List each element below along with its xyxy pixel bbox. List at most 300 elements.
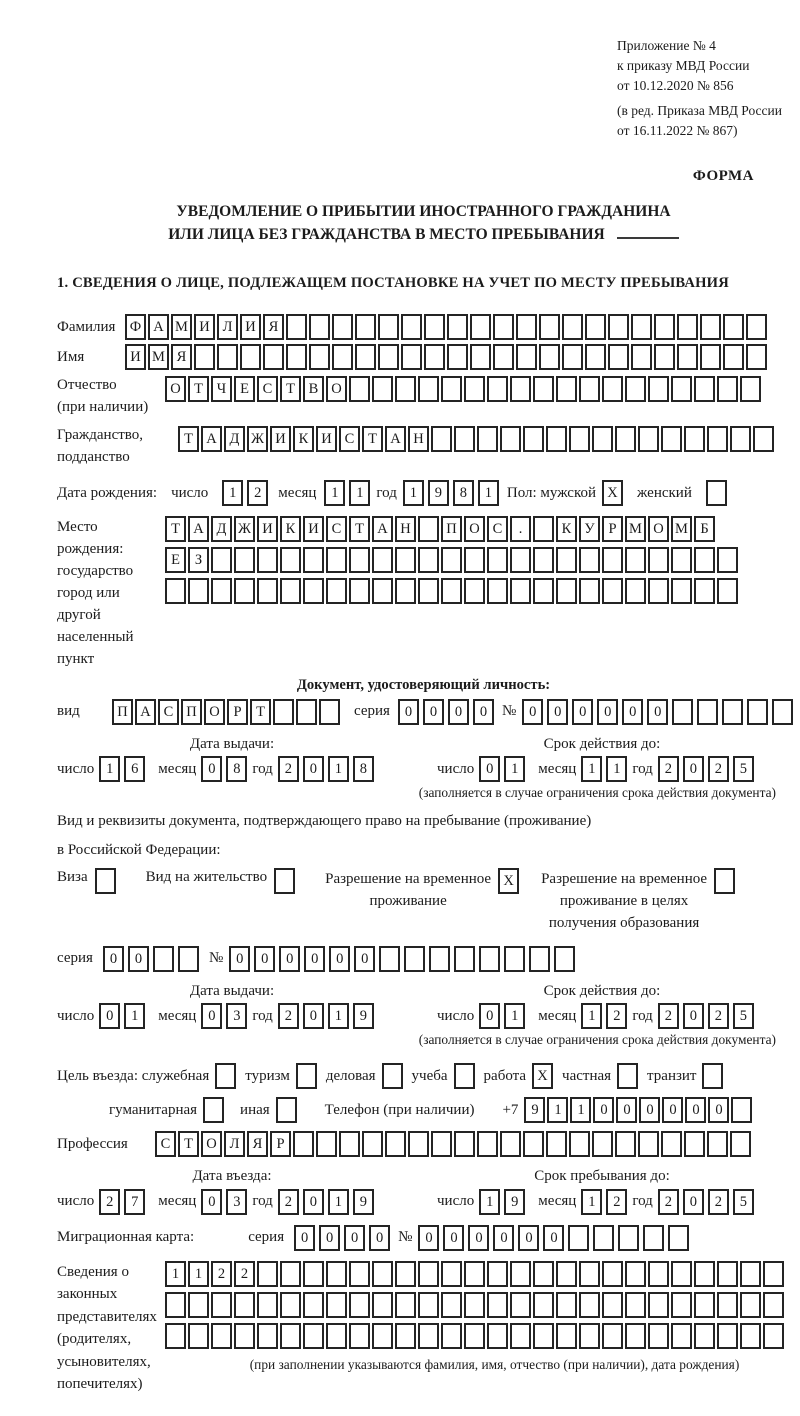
char-cell[interactable]: О [326,376,347,402]
char-cell[interactable] [395,547,416,573]
char-cell[interactable]: Т [178,1131,199,1157]
char-cell[interactable] [618,1225,639,1251]
char-cell[interactable] [717,1323,738,1349]
char-cell[interactable] [487,1292,508,1318]
char-cell[interactable] [593,1225,614,1251]
char-cell[interactable] [429,946,450,972]
char-cell[interactable] [215,1063,236,1089]
char-cell[interactable]: 0 [354,946,375,972]
char-cell[interactable] [746,314,767,340]
char-cell[interactable]: 9 [504,1189,525,1215]
char-cell[interactable] [510,547,531,573]
char-cell[interactable] [418,1292,439,1318]
char-cell[interactable] [493,314,514,340]
char-cell[interactable] [286,314,307,340]
char-cell[interactable] [694,578,715,604]
char-cell[interactable]: 0 [647,699,668,725]
char-cell[interactable]: И [270,426,291,452]
birth-place-input-row1[interactable] [165,516,738,542]
char-cell[interactable] [714,868,735,894]
char-cell[interactable] [431,1131,452,1157]
char-cell[interactable]: 1 [606,756,627,782]
char-cell[interactable] [240,344,261,370]
char-cell[interactable] [602,1261,623,1287]
char-cell[interactable]: 0 [128,946,149,972]
char-cell[interactable] [697,699,718,725]
char-cell[interactable] [372,547,393,573]
char-cell[interactable]: Т [178,426,199,452]
char-cell[interactable]: Н [408,426,429,452]
char-cell[interactable]: Д [211,516,232,542]
surname-input[interactable] [125,314,767,340]
char-cell[interactable] [95,868,116,894]
char-cell[interactable] [454,1131,475,1157]
char-cell[interactable] [379,946,400,972]
char-cell[interactable] [529,946,550,972]
char-cell[interactable]: Д [224,426,245,452]
char-cell[interactable]: 1 [581,756,602,782]
char-cell[interactable] [504,946,525,972]
char-cell[interactable] [454,946,475,972]
char-cell[interactable]: 0 [279,946,300,972]
char-cell[interactable]: . [510,516,531,542]
char-cell[interactable]: 0 [479,756,500,782]
char-cell[interactable]: X [532,1063,553,1089]
purpose-work-checkbox[interactable] [532,1063,553,1089]
char-cell[interactable]: 0 [597,699,618,725]
char-cell[interactable]: К [293,426,314,452]
char-cell[interactable] [487,547,508,573]
char-cell[interactable] [408,1131,429,1157]
char-cell[interactable] [326,547,347,573]
purpose-transit-checkbox[interactable] [702,1063,723,1089]
char-cell[interactable] [747,699,768,725]
sex-male-checkbox[interactable] [602,480,623,506]
char-cell[interactable] [602,578,623,604]
char-cell[interactable]: 0 [201,1003,222,1029]
char-cell[interactable] [211,1323,232,1349]
char-cell[interactable]: 2 [211,1261,232,1287]
char-cell[interactable]: И [316,426,337,452]
char-cell[interactable]: 2 [658,1003,679,1029]
citizenship-input[interactable] [178,426,774,452]
char-cell[interactable]: С [257,376,278,402]
char-cell[interactable] [487,1323,508,1349]
char-cell[interactable] [556,1292,577,1318]
char-cell[interactable]: 0 [593,1097,614,1123]
char-cell[interactable] [234,547,255,573]
char-cell[interactable] [533,578,554,604]
char-cell[interactable]: 3 [226,1189,247,1215]
char-cell[interactable] [684,426,705,452]
entry-day-input[interactable] [99,1189,145,1215]
char-cell[interactable]: О [204,699,225,725]
char-cell[interactable] [165,1323,186,1349]
char-cell[interactable]: 0 [622,699,643,725]
char-cell[interactable]: 0 [685,1097,706,1123]
char-cell[interactable] [579,547,600,573]
char-cell[interactable] [257,578,278,604]
char-cell[interactable] [487,578,508,604]
char-cell[interactable] [464,1261,485,1287]
char-cell[interactable] [608,314,629,340]
representatives-input-row3[interactable] [165,1323,784,1349]
char-cell[interactable]: Я [247,1131,268,1157]
char-cell[interactable] [556,1323,577,1349]
char-cell[interactable] [677,344,698,370]
char-cell[interactable] [326,578,347,604]
char-cell[interactable] [608,344,629,370]
char-cell[interactable]: И [257,516,278,542]
char-cell[interactable] [319,699,340,725]
char-cell[interactable] [643,1225,664,1251]
char-cell[interactable] [280,578,301,604]
char-cell[interactable]: 0 [303,1003,324,1029]
char-cell[interactable]: М [671,516,692,542]
char-cell[interactable] [211,547,232,573]
char-cell[interactable] [424,344,445,370]
char-cell[interactable] [372,376,393,402]
char-cell[interactable] [395,578,416,604]
char-cell[interactable]: 1 [504,1003,525,1029]
char-cell[interactable] [539,314,560,340]
char-cell[interactable]: Ж [234,516,255,542]
char-cell[interactable]: О [165,376,186,402]
char-cell[interactable] [165,1292,186,1318]
char-cell[interactable] [631,314,652,340]
char-cell[interactable]: 0 [369,1225,390,1251]
char-cell[interactable]: 2 [247,480,268,506]
char-cell[interactable] [454,426,475,452]
char-cell[interactable] [684,1131,705,1157]
char-cell[interactable] [326,1261,347,1287]
char-cell[interactable]: У [579,516,600,542]
char-cell[interactable] [740,1261,761,1287]
char-cell[interactable] [296,699,317,725]
char-cell[interactable]: Т [250,699,271,725]
char-cell[interactable] [385,1131,406,1157]
char-cell[interactable]: Ф [125,314,146,340]
char-cell[interactable] [694,1292,715,1318]
char-cell[interactable]: С [339,426,360,452]
char-cell[interactable] [257,547,278,573]
char-cell[interactable] [276,1097,297,1123]
char-cell[interactable]: 0 [616,1097,637,1123]
char-cell[interactable] [625,547,646,573]
patronymic-input[interactable] [165,376,761,402]
char-cell[interactable] [569,1131,590,1157]
char-cell[interactable] [464,1323,485,1349]
char-cell[interactable]: 7 [124,1189,145,1215]
char-cell[interactable]: Р [227,699,248,725]
char-cell[interactable]: Я [263,314,284,340]
char-cell[interactable]: П [441,516,462,542]
char-cell[interactable] [349,1292,370,1318]
permit-issue-year-input[interactable] [278,1003,374,1029]
char-cell[interactable]: Ч [211,376,232,402]
char-cell[interactable]: 0 [522,699,543,725]
char-cell[interactable] [349,1261,370,1287]
char-cell[interactable]: З [188,547,209,573]
char-cell[interactable] [447,314,468,340]
char-cell[interactable] [707,1131,728,1157]
entry-year-input[interactable] [278,1189,374,1215]
char-cell[interactable] [349,1323,370,1349]
permit-valid-month-input[interactable] [581,1003,627,1029]
char-cell[interactable] [523,1131,544,1157]
char-cell[interactable]: 0 [344,1225,365,1251]
char-cell[interactable] [694,547,715,573]
char-cell[interactable] [731,1097,752,1123]
char-cell[interactable] [592,426,613,452]
char-cell[interactable]: М [625,516,646,542]
char-cell[interactable] [510,1292,531,1318]
char-cell[interactable] [615,426,636,452]
stay-month-input[interactable] [581,1189,627,1215]
char-cell[interactable]: 0 [103,946,124,972]
char-cell[interactable]: А [372,516,393,542]
char-cell[interactable] [404,946,425,972]
representatives-input-row1[interactable] [165,1261,784,1287]
char-cell[interactable]: 0 [547,699,568,725]
char-cell[interactable] [332,314,353,340]
char-cell[interactable]: 9 [353,1189,374,1215]
birth-place-input-row3[interactable] [165,578,738,604]
char-cell[interactable] [671,1292,692,1318]
char-cell[interactable] [694,1323,715,1349]
char-cell[interactable] [372,1323,393,1349]
char-cell[interactable] [723,314,744,340]
char-cell[interactable]: 8 [353,756,374,782]
char-cell[interactable] [454,1063,475,1089]
profession-input[interactable] [155,1131,751,1157]
char-cell[interactable] [493,344,514,370]
char-cell[interactable] [487,1261,508,1287]
char-cell[interactable]: Е [165,547,186,573]
char-cell[interactable] [671,1261,692,1287]
permit-series-input[interactable] [103,946,199,972]
char-cell[interactable] [556,578,577,604]
char-cell[interactable] [332,344,353,370]
char-cell[interactable]: 9 [353,1003,374,1029]
char-cell[interactable] [617,1063,638,1089]
birth-day-input[interactable] [222,480,268,506]
char-cell[interactable] [487,376,508,402]
char-cell[interactable] [579,1261,600,1287]
char-cell[interactable] [263,344,284,370]
purpose-official-checkbox[interactable] [215,1063,236,1089]
purpose-humanitarian-checkbox[interactable] [203,1097,224,1123]
id-issue-year-input[interactable] [278,756,374,782]
char-cell[interactable] [234,578,255,604]
char-cell[interactable] [234,1292,255,1318]
char-cell[interactable] [418,1323,439,1349]
char-cell[interactable]: 1 [570,1097,591,1123]
doc-type-input[interactable] [112,699,340,725]
char-cell[interactable] [671,1323,692,1349]
char-cell[interactable] [671,578,692,604]
char-cell[interactable] [441,578,462,604]
char-cell[interactable] [753,426,774,452]
char-cell[interactable] [585,344,606,370]
char-cell[interactable] [585,314,606,340]
char-cell[interactable] [700,344,721,370]
char-cell[interactable] [378,344,399,370]
char-cell[interactable] [615,1131,636,1157]
char-cell[interactable] [672,699,693,725]
char-cell[interactable]: 2 [658,1189,679,1215]
char-cell[interactable]: Б [694,516,715,542]
char-cell[interactable]: X [602,480,623,506]
char-cell[interactable] [722,699,743,725]
purpose-study-checkbox[interactable] [454,1063,475,1089]
char-cell[interactable] [418,1261,439,1287]
char-cell[interactable] [211,1292,232,1318]
id-issue-month-input[interactable] [201,756,247,782]
char-cell[interactable] [638,1131,659,1157]
char-cell[interactable]: 0 [683,756,704,782]
char-cell[interactable]: 0 [683,1003,704,1029]
char-cell[interactable] [654,314,675,340]
char-cell[interactable]: М [171,314,192,340]
char-cell[interactable] [740,1292,761,1318]
char-cell[interactable]: Т [362,426,383,452]
char-cell[interactable]: 0 [201,1189,222,1215]
char-cell[interactable] [500,1131,521,1157]
char-cell[interactable] [717,1292,738,1318]
char-cell[interactable]: 1 [188,1261,209,1287]
char-cell[interactable]: Т [349,516,370,542]
char-cell[interactable]: 1 [581,1189,602,1215]
char-cell[interactable]: 0 [479,1003,500,1029]
char-cell[interactable] [546,1131,567,1157]
char-cell[interactable] [671,547,692,573]
char-cell[interactable] [579,1323,600,1349]
char-cell[interactable] [648,578,669,604]
char-cell[interactable]: В [303,376,324,402]
char-cell[interactable]: 1 [547,1097,568,1123]
char-cell[interactable] [648,376,669,402]
char-cell[interactable] [638,426,659,452]
char-cell[interactable] [326,1292,347,1318]
char-cell[interactable] [556,376,577,402]
char-cell[interactable]: 1 [328,1189,349,1215]
char-cell[interactable] [316,1131,337,1157]
char-cell[interactable]: А [188,516,209,542]
char-cell[interactable]: 2 [99,1189,120,1215]
char-cell[interactable]: 1 [165,1261,186,1287]
char-cell[interactable] [464,578,485,604]
char-cell[interactable] [546,426,567,452]
char-cell[interactable] [188,1292,209,1318]
char-cell[interactable]: 0 [443,1225,464,1251]
char-cell[interactable]: О [201,1131,222,1157]
char-cell[interactable]: 2 [606,1189,627,1215]
char-cell[interactable]: 1 [504,756,525,782]
char-cell[interactable] [579,578,600,604]
char-cell[interactable] [326,1323,347,1349]
char-cell[interactable] [579,376,600,402]
permit-valid-year-input[interactable] [658,1003,754,1029]
char-cell[interactable]: 6 [124,756,145,782]
char-cell[interactable]: 0 [572,699,593,725]
char-cell[interactable] [568,1225,589,1251]
char-cell[interactable] [418,516,439,542]
char-cell[interactable]: С [487,516,508,542]
char-cell[interactable] [293,1131,314,1157]
char-cell[interactable] [441,376,462,402]
char-cell[interactable]: Р [270,1131,291,1157]
temp-residence-edu-checkbox[interactable] [714,868,735,894]
char-cell[interactable] [579,1292,600,1318]
char-cell[interactable]: 0 [543,1225,564,1251]
permit-issue-month-input[interactable] [201,1003,247,1029]
char-cell[interactable]: 0 [662,1097,683,1123]
char-cell[interactable] [309,344,330,370]
char-cell[interactable] [280,1261,301,1287]
migration-series-input[interactable] [294,1225,390,1251]
char-cell[interactable] [274,868,295,894]
char-cell[interactable] [303,547,324,573]
char-cell[interactable]: 0 [304,946,325,972]
char-cell[interactable]: 0 [639,1097,660,1123]
char-cell[interactable] [625,1323,646,1349]
char-cell[interactable] [349,578,370,604]
char-cell[interactable] [510,1323,531,1349]
char-cell[interactable] [477,426,498,452]
char-cell[interactable]: 9 [428,480,449,506]
char-cell[interactable] [723,344,744,370]
char-cell[interactable] [562,314,583,340]
char-cell[interactable] [592,1131,613,1157]
id-series-input[interactable] [398,699,494,725]
char-cell[interactable]: 2 [278,1003,299,1029]
char-cell[interactable] [447,344,468,370]
char-cell[interactable] [694,1261,715,1287]
char-cell[interactable] [602,376,623,402]
char-cell[interactable] [464,547,485,573]
char-cell[interactable] [625,1292,646,1318]
char-cell[interactable]: 9 [524,1097,545,1123]
representatives-input-row2[interactable] [165,1292,784,1318]
temp-residence-checkbox[interactable] [498,868,519,894]
char-cell[interactable] [431,426,452,452]
char-cell[interactable] [648,547,669,573]
char-cell[interactable] [303,578,324,604]
char-cell[interactable] [661,426,682,452]
char-cell[interactable]: О [648,516,669,542]
char-cell[interactable] [418,376,439,402]
char-cell[interactable] [533,1323,554,1349]
char-cell[interactable] [717,547,738,573]
char-cell[interactable]: 1 [328,756,349,782]
id-valid-day-input[interactable] [479,756,525,782]
char-cell[interactable] [203,1097,224,1123]
sex-female-checkbox[interactable] [706,480,727,506]
char-cell[interactable]: 0 [294,1225,315,1251]
permit-issue-day-input[interactable] [99,1003,145,1029]
purpose-private-checkbox[interactable] [617,1063,638,1089]
char-cell[interactable] [296,1063,317,1089]
char-cell[interactable] [257,1292,278,1318]
birth-month-input[interactable] [324,480,370,506]
id-valid-month-input[interactable] [581,756,627,782]
char-cell[interactable]: 2 [278,756,299,782]
phone-input[interactable] [524,1097,752,1123]
char-cell[interactable]: 2 [606,1003,627,1029]
char-cell[interactable] [211,578,232,604]
char-cell[interactable]: Т [188,376,209,402]
